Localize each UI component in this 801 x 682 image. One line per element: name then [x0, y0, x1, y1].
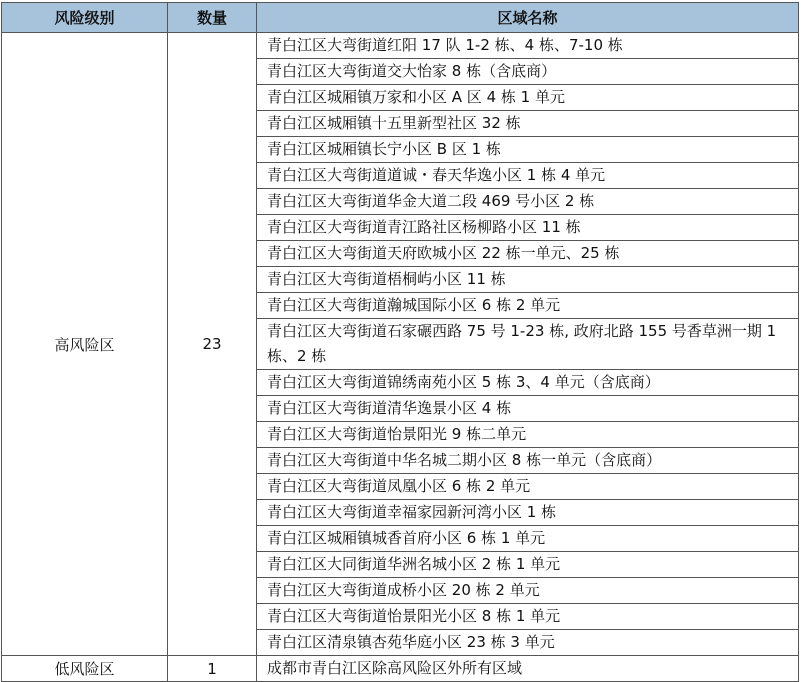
- area-name-cell: 青白江区大弯街道青江路社区杨柳路小区 11 栋: [257, 215, 799, 241]
- area-name-cell: 青白江区大弯街道幸福家园新河湾小区 1 栋: [257, 500, 799, 526]
- area-name-cell: 青白江区大弯街道清华逸景小区 4 栋: [257, 396, 799, 422]
- high-risk-count-cell: 23: [168, 33, 257, 656]
- area-name-cell: 青白江区大弯街道梧桐屿小区 11 栋: [257, 267, 799, 293]
- table-header: [2, 3, 799, 33]
- table-row: [2, 33, 799, 59]
- area-name-cell: 青白江区大同街道华洲名城小区 2 栋 1 单元: [257, 552, 799, 578]
- area-name-cell: 青白江区大弯街道怡景阳光 9 栋二单元: [257, 422, 799, 448]
- area-name-cell: 青白江区大弯街道石家碾西路 75 号 1-23 栋, 政府北路 155 号香草洲一期 1 栋、2 栋: [257, 319, 799, 370]
- area-name-cell: 青白江区城厢镇长宁小区 B 区 1 栋: [257, 137, 799, 163]
- area-name-cell: 青白江区大弯街道锦绣南苑小区 5 栋 3、4 单元（含底商）: [257, 370, 799, 396]
- header-area-name: 区域名称: [257, 3, 799, 33]
- area-name-cell: 成都市青白江区除高风险区外所有区域: [257, 656, 799, 682]
- area-name-cell: 青白江区大弯街道中华名城二期小区 8 栋一单元（含底商）: [257, 448, 799, 474]
- area-name-cell: 青白江区大弯街道天府欧城小区 22 栋一单元、25 栋: [257, 241, 799, 267]
- area-name-cell: 青白江区大弯街道瀚城国际小区 6 栋 2 单元: [257, 293, 799, 319]
- area-name-cell: 青白江区大弯街道道诚・春天华逸小区 1 栋 4 单元: [257, 163, 799, 189]
- risk-area-table: [1, 2, 799, 682]
- high-risk-level-cell: 高风险区: [2, 33, 168, 656]
- table-row: [2, 656, 799, 682]
- header-risk-level: 风险级别: [2, 3, 168, 33]
- area-name-cell: 青白江区清泉镇杏苑华庭小区 23 栋 3 单元: [257, 630, 799, 656]
- area-name-cell: 青白江区城厢镇城香首府小区 6 栋 1 单元: [257, 526, 799, 552]
- area-name-cell: 青白江区大弯街道成桥小区 20 栋 2 单元: [257, 578, 799, 604]
- header-count: 数量: [168, 3, 257, 33]
- area-name-cell: 青白江区城厢镇万家和小区 A 区 4 栋 1 单元: [257, 85, 799, 111]
- area-name-cell: 青白江区大弯街道怡景阳光小区 8 栋 1 单元: [257, 604, 799, 630]
- area-name-cell: 青白江区大弯街道交大怡家 8 栋（含底商）: [257, 59, 799, 85]
- header-row: [2, 3, 799, 33]
- table-body: [2, 33, 799, 682]
- low-risk-count-cell: 1: [168, 656, 257, 682]
- low-risk-level-cell: 低风险区: [2, 656, 168, 682]
- area-name-cell: 青白江区大弯街道红阳 17 队 1-2 栋、4 栋、7-10 栋: [257, 33, 799, 59]
- area-name-cell: 青白江区大弯街道华金大道二段 469 号小区 2 栋: [257, 189, 799, 215]
- area-name-cell: 青白江区城厢镇十五里新型社区 32 栋: [257, 111, 799, 137]
- area-name-cell: 青白江区大弯街道凤凰小区 6 栋 2 单元: [257, 474, 799, 500]
